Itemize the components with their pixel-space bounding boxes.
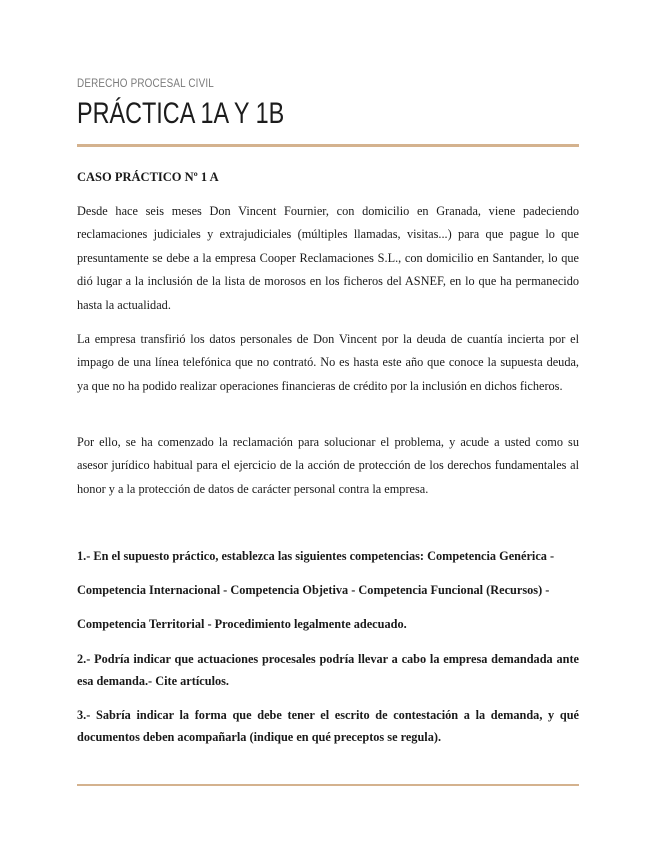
- case-paragraph-3: Por ello, se ha comenzado la reclamación para solucionar el problema, y acude a usted como su asesor jurídico habitual para el ejercicio de la acción de protección de los derechos fundamentales al honor y a la protección de datos de carácter personal contra la empresa.: [77, 435, 579, 496]
- case-paragraph-1: Desde hace seis meses Don Vincent Fournier, con domicilio en Granada, viene padeciendo reclamaciones judiciales y extrajudiciales (múltiples llamadas, visitas...) para que pague lo que presuntamente se debe a la empresa Cooper Reclamaciones S.L., con domicilio en Santander, lo que dió lugar a la inclusión de la lista de morosos en los ficheros del ASNEF, en lo que ha permanecido hasta la actualidad.: [77, 204, 579, 312]
- page-title: PRÁCTICA 1A Y 1B: [77, 97, 285, 130]
- case-paragraph-2: La empresa transfirió los datos personales de Don Vincent por la deuda de cuantía incierta por el impago de una línea telefónica que no contrató. No es hasta este año que conoce la supuesta deuda, ya que no ha podido realizar operaciones financieras de crédito por la inclusión en dichos ficheros.: [77, 332, 579, 393]
- question-1-line-3: Competencia Territorial - Procedimiento legalmente adecuado.: [77, 617, 407, 631]
- question-1-line-2: Competencia Internacional - Competencia Objetiva - Competencia Funcional (Recursos) -: [77, 583, 550, 597]
- footer-divider: [77, 784, 579, 786]
- question-3: 3.- Sabría indicar la forma que debe tener el escrito de contestación a la demanda, y qué documentos deben acompañarla (indique en qué preceptos se regula).: [77, 708, 579, 744]
- header-divider: [77, 144, 579, 147]
- question-2: 2.- Podría indicar que actuaciones procesales podría llevar a cabo la empresa demandada ante esa demanda.- Cite artículos.: [77, 652, 579, 688]
- subject-kicker: DERECHO PROCESAL CIVIL: [77, 78, 214, 90]
- question-1-line-1: 1.- En el supuesto práctico, establezca las siguientes competencias: Competencia Genérica -: [77, 549, 555, 563]
- case-heading: CASO PRÁCTICO Nº 1 A: [77, 170, 219, 184]
